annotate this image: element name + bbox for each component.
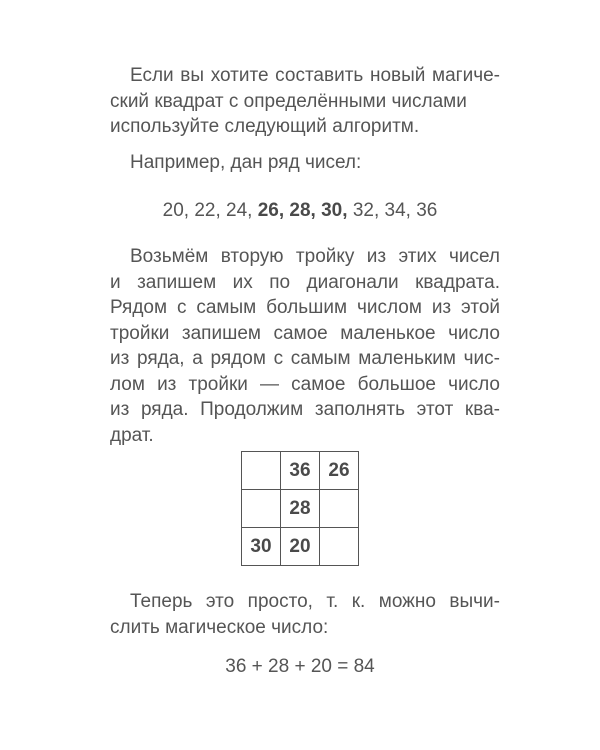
magic-square-cell: 20 — [281, 528, 320, 566]
number-series-before: 20, 22, 24, — [162, 200, 253, 221]
conclusion-line: Теперь это просто, т. к. можно вычи- — [130, 591, 500, 612]
intro-line: Если вы хотите составить новый магиче- — [130, 65, 500, 86]
intro-paragraph — [110, 63, 500, 140]
instructions-line: Возьмём вторую тройку из этих чисел — [130, 246, 500, 267]
magic-square-cell — [320, 528, 359, 566]
intro-line: используйте следующий алгоритм. — [110, 116, 420, 137]
magic-square-cell: 30 — [242, 528, 281, 566]
example-label: Например, дан ряд чисел: — [130, 152, 362, 173]
magic-square-cell — [242, 452, 281, 490]
number-series-highlighted: 26, 28, 30, — [257, 200, 348, 221]
magic-square-row — [242, 528, 359, 566]
magic-square-cell — [320, 490, 359, 528]
magic-square-cell — [242, 490, 281, 528]
number-series-after: 32, 34, 36 — [352, 200, 438, 221]
conclusion-line: слить магическое число: — [110, 616, 329, 638]
magic-square-cell: 36 — [281, 452, 320, 490]
instructions-line: из ряда. Продолжим заполнять этот ква- — [110, 399, 500, 420]
number-series — [0, 198, 600, 224]
magic-square-cell: 28 — [281, 490, 320, 528]
instructions-line: и запишем их по диагонали квадрата. — [110, 271, 500, 293]
intro-line: ский квадрат с определёнными числами — [110, 90, 467, 112]
magic-square-row — [242, 490, 359, 528]
magic-square-cell: 26 — [320, 452, 359, 490]
example-paragraph — [110, 150, 500, 176]
instructions-line: тройки запишем самое маленькое число — [110, 322, 500, 344]
magic-square-row — [242, 452, 359, 490]
instructions-paragraph — [110, 244, 500, 448]
conclusion-paragraph — [110, 589, 500, 640]
magic-square — [241, 451, 359, 566]
magic-number-equation: 36 + 28 + 20 = 84 — [225, 656, 375, 677]
instructions-line: из ряда, а рядом с самым маленьким чис- — [110, 348, 500, 369]
instructions-line: Рядом с самым большим числом из этой — [110, 297, 500, 318]
instructions-line: драт. — [110, 424, 154, 446]
instructions-line: лом из тройки — самое большое число — [110, 373, 500, 395]
